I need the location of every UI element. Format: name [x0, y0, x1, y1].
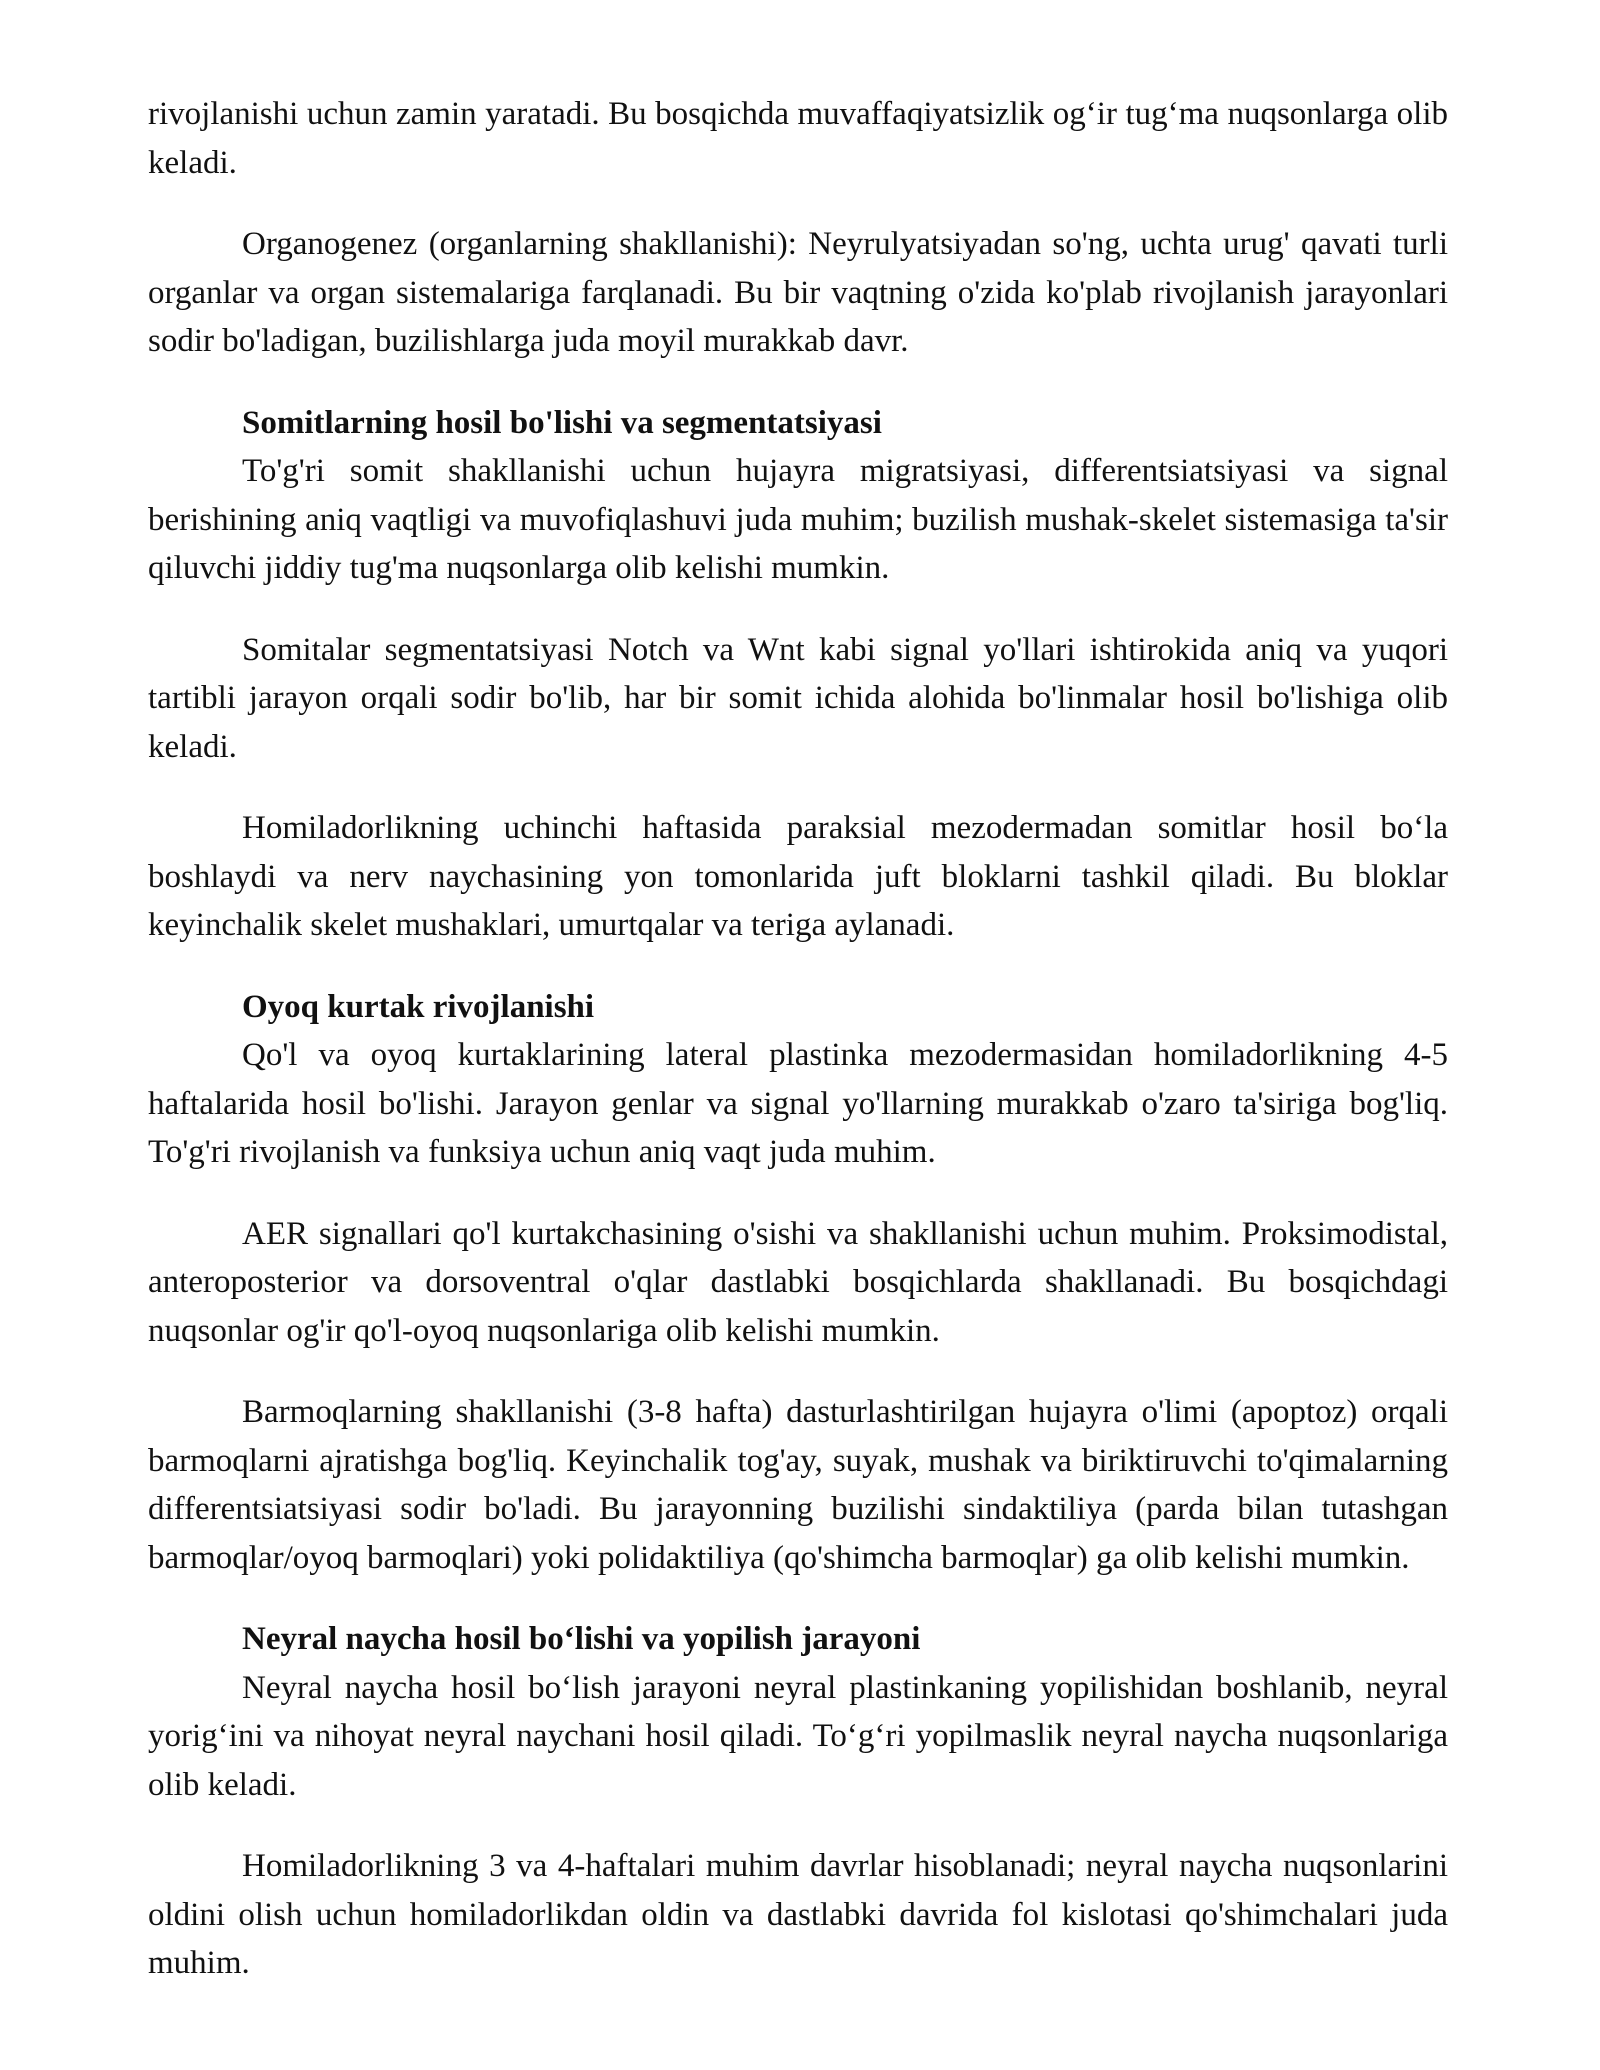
- paragraph-aer-signallari: AER signallari qo'l kurtakchasining o'sishi va shakllanishi uchun muhim. Proksimodistal, anteroposterior va dorsoventral o'qlar dastlabki bosqichlarda shakllanadi. Bu bosqichdagi nuqsonlar og'ir qo'l-oyoq nuqsonlariga olib kelishi mumkin.: [148, 1215, 1448, 1349]
- paragraph-barmoqlar: Barmoqlarning shakllanishi (3-8 hafta) dasturlashtirilgan hujayra o'limi (apoptoz) orqali barmoqlarni ajratishga bog'liq. Keyinchalik tog'ay, suyak, mushak va biriktiruvchi to'qimalarning differentsiatsiyasi sodir bo'ladi. Bu jarayonning buzilishi sindaktiliya (parda bilan tutashgan barmoqlar/oyoq barmoqlari) yoki polidaktiliya (qo'shimcha barmoqlar) ga olib kelishi mumkin.: [148, 1394, 1448, 1576]
- heading-somitlar: Somitlarning hosil bo'lishi va segmentatsiyasi: [242, 404, 882, 441]
- heading-oyoq-kurtak: Oyoq kurtak rivojlanishi: [242, 988, 595, 1025]
- paragraph-neyral-yopilish: Neyral naycha hosil bo‘lish jarayoni neyral plastinkaning yopilishidan boshlanib, neyral yorig‘ini va nihoyat neyral naychani hosil qiladi. To‘g‘ri yopilmaslik neyral naycha nuqsonlariga olib keladi.: [148, 1669, 1448, 1803]
- paragraph-somitalar-segmentatsiyasi: Somitalar segmentatsiyasi Notch va Wnt kabi signal yo'llari ishtirokida aniq va yuqori tartibli jarayon orqali sodir bo'lib, har bir somit ichida alohida bo'linmalar hosil bo'lishiga olib keladi.: [148, 631, 1448, 765]
- paragraph-continuation: rivojlanishi uchun zamin yaratadi. Bu bosqichda muvaffaqiyatsizlik og‘ir tug‘ma nuqsonlarga olib keladi.: [148, 96, 1448, 181]
- paragraph-organogenez: Organogenez (organlarning shakllanishi): Neyrulyatsiyadan so'ng, uchta urug' qavati turli organlar va organ sistemalariga farqlanadi. Bu bir vaqtning o'zida ko'plab rivojlanish jarayonlari sodir bo'ladigan, buzilishlarga juda moyil murakkab davr.: [148, 226, 1448, 359]
- paragraph-fol-kislotasi: Homiladorlikning 3 va 4-haftalari muhim davrlar hisoblanadi; neyral naycha nuqsonlarini oldini olish uchun homiladorlikdan oldin va dastlabki davrida fol kislotasi qo'shimchalari juda muhim.: [148, 1848, 1448, 1981]
- heading-neyral-naycha: Neyral naycha hosil bo‘lishi va yopilish jarayoni: [242, 1621, 921, 1657]
- paragraph-somit-shakllanishi: To'g'ri somit shakllanishi uchun hujayra migratsiyasi, differentsiatsiyasi va signal berishining aniq vaqtligi va muvofiqlashuvi juda muhim; buzilish mushak-skelet sistemasiga ta'sir qiluvchi jiddiy tug'ma nuqsonlarga olib kelishi mumkin.: [148, 453, 1448, 586]
- paragraph-kurtak-hosil: Qo'l va oyoq kurtaklarining lateral plastinka mezodermasidan homiladorlikning 4-5 haftalarida hosil bo'lishi. Jarayon genlar va signal yo'llarning murakkab o'zaro ta'siriga bog'liq. To'g'ri rivojlanish va funksiya uchun aniq vaqt juda muhim.: [148, 1037, 1448, 1170]
- document-page: [148, 90, 1448, 2021]
- paragraph-paraksial-mezoderma: Homiladorlikning uchinchi haftasida paraksial mezodermadan somitlar hosil bo‘la boshlaydi va nerv naychasining yon tomonlarida juft bloklarni tashkil qiladi. Bu bloklar keyinchalik skelet mushaklari, umurtqalar va teriga aylanadi.: [148, 810, 1448, 943]
